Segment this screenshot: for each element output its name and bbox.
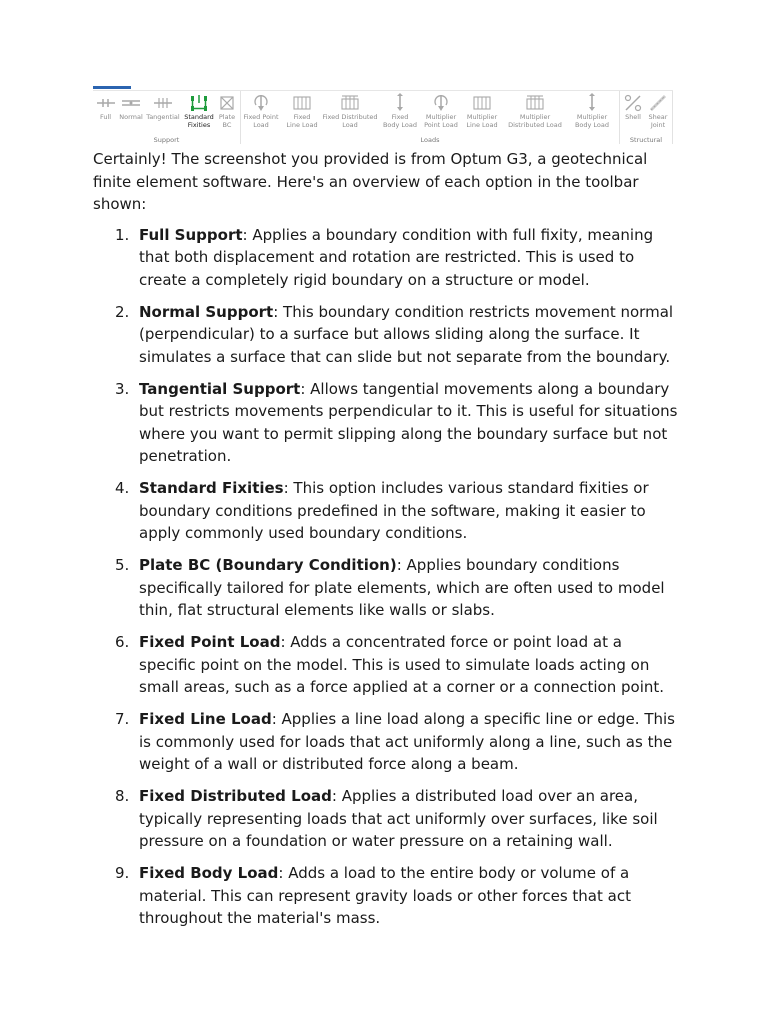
multiplier-point-load-icon <box>430 93 452 113</box>
active-tab-indicator <box>93 86 131 89</box>
item-description: : Applies boundary conditions specifically tailored for plate elements, which are often used to model thin, flat structural elements like walls or slabs. <box>139 556 665 619</box>
item-description: : This option includes various standard fixities or boundary conditions predefined in the software, making it easier to apply commonly used boundary conditions. <box>139 479 649 542</box>
tangential-support-icon <box>152 93 174 113</box>
tangential-support-button[interactable]: Tangential <box>145 91 181 133</box>
fixed-line-load-icon <box>291 93 313 113</box>
list-item: 8. Fixed Distributed Load: Applies a distributed load over an area, typically representing loads that act uniformly over surfaces, like soil pressure on a foundation or water pressure on a retaining wall. <box>115 787 658 850</box>
item-description: : Applies a boundary condition with full fixity, meaning that both displacement and rotation are restricted. This is used to create a completely rigid boundary on a structure or model. <box>139 225 654 289</box>
structural-group-label: Structural <box>629 136 663 144</box>
support-group-label: Support <box>153 136 180 144</box>
item-description: : Adds a load to the entire body or volume of a material. This can represent gravity loads or other forces that act throughout the material's mass. <box>139 864 631 927</box>
fixed-distributed-load-icon <box>339 93 361 113</box>
item-description: : Applies a line load along a specific line or edge. This is commonly used for loads that act uniformly along a line, such as the weight of a wall or distributed force along a beam. <box>139 710 675 773</box>
multiplier-distributed-load-button[interactable]: Multiplier Distributed Load <box>503 91 567 133</box>
list-item: 6. Fixed Point Load: Adds a concentrated force or point load at a specific point on the model. This is used to simulate loads acting on small areas, such as a force applied at a corner or a connection point. <box>115 633 665 696</box>
list-item: 3. Tangential Support: Allows tangential movements along a boundary but restricts movements perpendicular to it. This is useful for situations where you want to permit slipping along the boundary surface but not penetration. <box>115 379 678 465</box>
item-term: Tangential Support <box>139 379 301 398</box>
plate-bc-icon <box>216 93 238 113</box>
multiplier-distributed-load-icon <box>524 93 546 113</box>
item-description: : Applies a distributed load over an area, typically representing loads that act uniformly over surfaces, like soil pressure on a foundation or water pressure on a retaining wall. <box>139 787 658 850</box>
fixed-point-load-icon <box>250 93 272 113</box>
normal-support-button[interactable]: Normal <box>118 91 144 133</box>
ribbon-toolbar <box>93 86 673 144</box>
support-group <box>93 91 241 144</box>
item-term: Normal Support <box>139 302 274 321</box>
shear-joint-button[interactable]: Shear Joint <box>646 91 670 133</box>
item-term: Fixed Body Load <box>139 864 279 882</box>
multiplier-point-load-button[interactable]: Multiplier Point Load <box>421 91 461 133</box>
multiplier-body-load-icon <box>581 93 603 113</box>
document-body <box>93 148 683 939</box>
list-item: 7. Fixed Line Load: Applies a line load along a specific line or edge. This is commonly used for loads that act uniformly along a line, such as the weight of a wall or distributed force along a beam. <box>115 710 675 773</box>
fixed-line-load-button[interactable]: Fixed Line Load <box>283 91 321 133</box>
plate-bc-button[interactable]: Plate BC <box>216 91 238 133</box>
shear-joint-icon <box>647 93 669 113</box>
intro-paragraph: Certainly! The screenshot you provided is from Optum G3, a geotechnical finite element software. Here's an overview of each option in the toolbar shown: <box>93 150 648 213</box>
structural-group <box>620 91 673 144</box>
item-term: Standard Fixities <box>139 479 284 497</box>
list-item: 1. Full Support: Applies a boundary condition with full fixity, meaning that both displacement and rotation are restricted. This is used to create a completely rigid boundary on a structure or model. <box>115 225 654 289</box>
standard-fixities-icon <box>188 93 210 113</box>
fixed-body-load-icon <box>389 93 411 113</box>
shell-icon <box>622 93 644 113</box>
item-description: : Allows tangential movements along a boundary but restricts movements perpendicular to it. This is useful for situations where you want to permit slipping along the boundary surface but not penetration. <box>139 379 678 465</box>
list-item: 4. Standard Fixities: This option includes various standard fixities or boundary conditions predefined in the software, making it easier to apply commonly used boundary conditions. <box>115 479 649 542</box>
item-term: Full Support <box>139 225 243 244</box>
list-item: 5. Plate BC (Boundary Condition): Applies boundary conditions specifically tailored for plate elements, which are often used to model thin, flat structural elements like walls or slabs. <box>115 556 665 619</box>
item-description: : This boundary condition restricts movement normal (perpendicular) to a surface but allows sliding along the surface. It simulates a surface that can slide but not separate from the boundary. <box>139 302 674 366</box>
item-description: : Adds a concentrated force or point load at a specific point on the model. This is used to simulate loads acting on small areas, such as a force applied at a corner or a connection point. <box>139 633 665 696</box>
fixed-body-load-button[interactable]: Fixed Body Load <box>381 91 419 133</box>
item-term: Fixed Line Load <box>139 710 272 728</box>
item-term: Plate BC (Boundary Condition) <box>139 556 397 574</box>
loads-group-label: Loads <box>420 136 440 144</box>
multiplier-line-load-button[interactable]: Multiplier Line Load <box>463 91 501 133</box>
full-support-icon <box>95 93 117 113</box>
item-term: Fixed Point Load <box>139 633 281 651</box>
standard-fixities-button[interactable]: Standard Fixities <box>182 91 216 133</box>
list-item: 9. Fixed Body Load: Adds a load to the entire body or volume of a material. This can represent gravity loads or other forces that act throughout the material's mass. <box>115 864 631 927</box>
list-item: 2. Normal Support: This boundary condition restricts movement normal (perpendicular) to a surface but allows sliding along the surface. It simulates a surface that can slide but not separate from the boundary. <box>115 302 674 366</box>
shell-button[interactable]: Shell <box>622 91 644 133</box>
item-term: Fixed Distributed Load <box>139 787 332 805</box>
fixed-point-load-button[interactable]: Fixed Point Load <box>241 91 281 133</box>
multiplier-body-load-button[interactable]: Multiplier Body Load <box>569 91 615 133</box>
full-support-button[interactable]: Full <box>93 91 118 133</box>
multiplier-line-load-icon <box>471 93 493 113</box>
normal-support-icon <box>120 93 142 113</box>
option-list <box>93 224 683 930</box>
fixed-distributed-load-button[interactable]: Fixed Distributed Load <box>321 91 379 133</box>
loads-group <box>241 91 620 144</box>
